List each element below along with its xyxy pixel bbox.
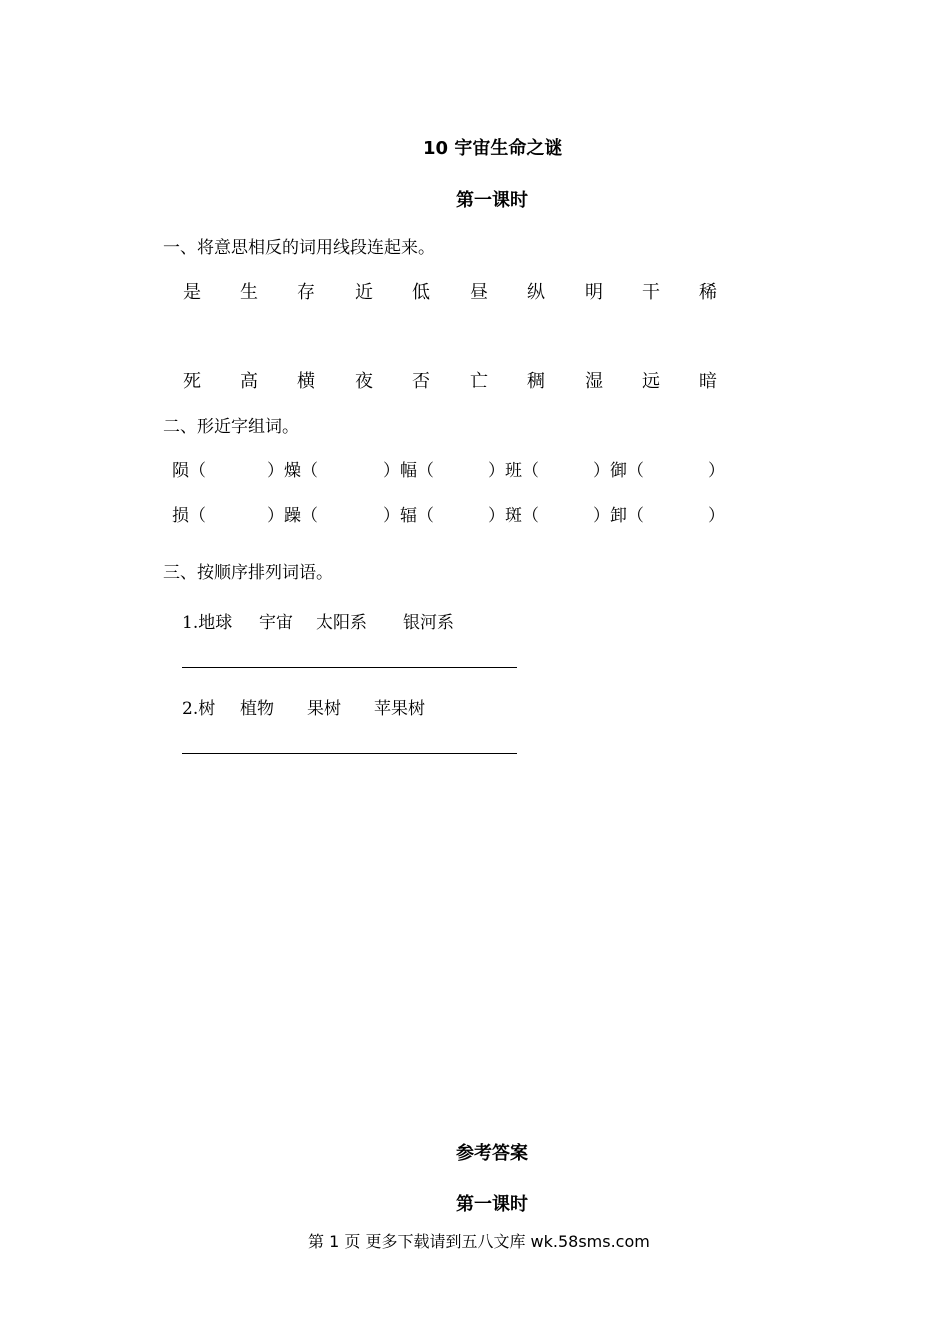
sequence-word: 1.地球	[182, 613, 233, 633]
word: 是	[183, 282, 201, 303]
char-blank: ）辐（	[383, 506, 434, 526]
char-blank: ）斑（	[488, 506, 539, 526]
section2-heading: 二、形近字组词。	[163, 417, 299, 437]
antonym-top-row	[0, 278, 950, 308]
section3-heading: 三、按顺序排列词语。	[163, 563, 333, 583]
char-blank: ）班（	[488, 461, 539, 481]
char-blank: ）躁（	[267, 506, 318, 526]
similar-chars-row-2	[0, 501, 950, 531]
word: 生	[240, 282, 258, 303]
word: 昼	[470, 282, 488, 303]
word: 夜	[355, 371, 373, 392]
char-blank: ）	[708, 506, 725, 526]
answer-line-1[interactable]	[182, 667, 517, 668]
word: 低	[412, 282, 430, 303]
sequence-word: 宇宙	[259, 613, 293, 633]
word: 高	[240, 371, 258, 392]
lesson-title: 第一课时	[456, 190, 528, 211]
word: 死	[183, 371, 201, 392]
char-blank: 损（	[172, 506, 206, 526]
sequence-item-1	[0, 608, 950, 634]
char-blank: ）燥（	[267, 461, 318, 481]
word: 稀	[699, 282, 717, 303]
word: 暗	[699, 371, 717, 392]
sequence-word: 太阳系	[316, 613, 367, 633]
section1-heading: 一、将意思相反的词用线段连起来。	[163, 238, 435, 258]
sequence-word: 苹果树	[374, 699, 425, 719]
word: 存	[297, 282, 315, 303]
word: 稠	[527, 371, 545, 392]
word: 湿	[585, 371, 603, 392]
word: 否	[412, 371, 430, 392]
sequence-word: 2.树	[182, 699, 216, 719]
sequence-word: 植物	[240, 699, 274, 719]
word: 明	[585, 282, 603, 303]
page-title: 10 宇宙生命之谜	[423, 138, 563, 159]
word: 纵	[527, 282, 545, 303]
word: 近	[355, 282, 373, 303]
answers-heading: 参考答案	[456, 1143, 528, 1164]
word: 亡	[470, 371, 488, 392]
word: 远	[642, 371, 660, 392]
page-footer: 第 1 页 更多下载请到五八文库 wk.58sms.com	[308, 1232, 650, 1251]
word: 干	[642, 282, 660, 303]
char-blank: ）幅（	[383, 461, 434, 481]
sequence-item-2	[0, 694, 950, 720]
sequence-word: 银河系	[403, 613, 454, 633]
antonym-bottom-row	[0, 367, 950, 397]
word: 横	[297, 371, 315, 392]
sequence-word: 果树	[307, 699, 341, 719]
char-blank: ）卸（	[593, 506, 644, 526]
char-blank: ）	[708, 461, 725, 481]
answer-line-2[interactable]	[182, 753, 517, 754]
similar-chars-row-1	[0, 456, 950, 486]
char-blank: 陨（	[172, 461, 206, 481]
char-blank: ）御（	[593, 461, 644, 481]
answers-lesson-title: 第一课时	[456, 1194, 528, 1215]
